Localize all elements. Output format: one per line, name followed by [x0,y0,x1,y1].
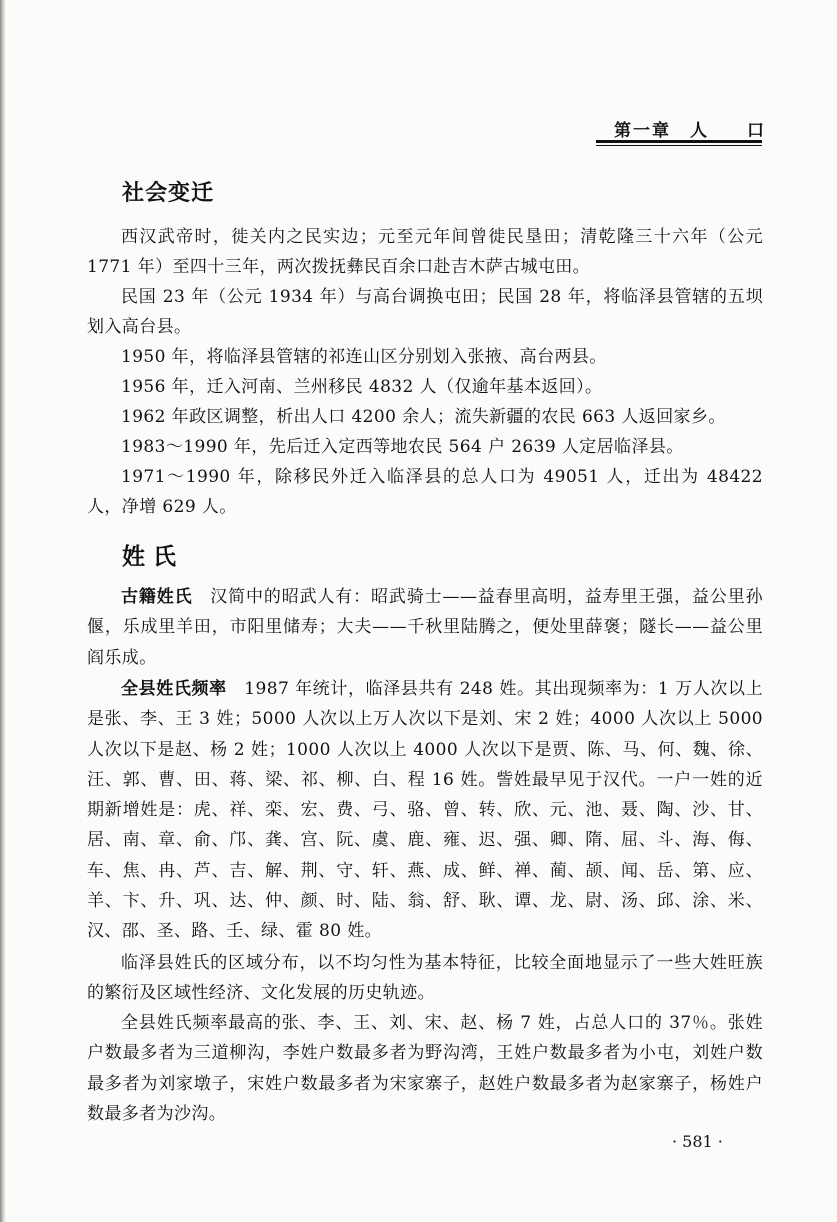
paragraph: 1962 年政区调整，析出人口 4200 余人；流失新疆的农民 663 人返回家乡。 [121,407,726,427]
section-title-surnames: 姓氏 [122,544,184,570]
header-rule [596,140,762,146]
paragraph: 西汉武帝时，徙关内之民实边；元至元年间曾徙民垦田；清乾隆三十六年（公元 1771 年）至四十三年，两次拨抚彝民百余口赴吉木萨古城屯田。 [87,227,763,278]
paragraph: 1983～1990 年，先后迁入定西等地农民 564 户 2639 人定居临泽县。 [121,437,684,457]
paragraph: 民国 23 年（公元 1934 年）与高台调换屯田；民国 28 年，将临泽县管辖的五坝划入高台县。 [87,287,763,338]
paragraph: 1950 年，将临泽县管辖的祁连山区分别划入张掖、高台两县。 [121,347,607,367]
paragraph-body: 1987 年统计，临泽县共有 248 姓。其出现频率为：1 万人次以上是张、李、王 3 姓；5000 人次以上万人次以下是刘、宋 2 姓；4000 人次以上 5000 人次以下是赵、杨 2 姓；1000 人次以上 4000 人次以下是贾、陈、马、何、魏、徐、汪、郭、曹、田、蒋、梁、祁、柳、白、程 16 姓。訾姓最早见于汉代。一户一姓的近期新增姓是：虎、祥、栾、宏、费、弓、骆、曾、转、欣、元、池、聂、陶、沙、甘、居、南、章、俞、邝、龚、宫、阮、虞、鹿、雍、迟、强、卿、隋、屈、斗、海、侮、车、焦、冉、芦、吉、解、荆、守、轩、燕、成、鲜、禅、蔺、颉、闻、岳、第、应、羊、卞、升、巩、达、仲、颜、时、陆、翁、舒、耿、谭、龙、尉、汤、邱、涂、米、汉、邵、圣、路、壬、绿、霍 80 姓。 [87,679,763,942]
paragraph-body: 汉简中的昭武人有：昭武骑士——益春里高明，益寿里王强，益公里孙偃，乐成里羊田，市阳里储寿；大夫——千秋里陆腾之，便处里薛褒；隧长——益公里阎乐成。 [87,587,763,668]
paragraph: 全县姓氏频率最高的张、李、王、刘、宋、赵、杨 7 姓，占总人口的 37％。张姓户数最多者为三道柳沟，李姓户数最多者为野沟湾，王姓户数最多者为小屯，刘姓户数最多者为刘家墩子，宋姓户数最多者为宋家寨子，赵姓户数最多者为赵家寨子，杨姓户数最多者为沙沟。 [87,1013,763,1124]
running-head: 第一章 人 口 [614,121,766,141]
run-in-heading: 全县姓氏频率 [121,679,227,699]
scan-binding-edge [0,0,6,1222]
paragraph-ancient-surnames [87,582,763,673]
paragraph-surname-frequency [87,674,763,947]
run-in-heading: 古籍姓氏 [121,587,193,607]
paragraph: 临泽县姓氏的区域分布，以不均匀性为基本特征，比较全面地显示了一些大姓旺族的繁衍及区域性经济、文化发展的历史轨迹。 [87,953,763,1004]
paragraph: 1971～1990 年，除移民外迁入临泽县的总人口为 49051 人，迁出为 48422 人，净增 629 人。 [87,467,763,518]
page-number: · 581 · [672,1132,723,1151]
section-title-social-change: 社会变迁 [122,181,215,206]
paragraph: 1956 年，迁入河南、兰州移民 4832 人（仅逾年基本返回）。 [121,377,603,397]
